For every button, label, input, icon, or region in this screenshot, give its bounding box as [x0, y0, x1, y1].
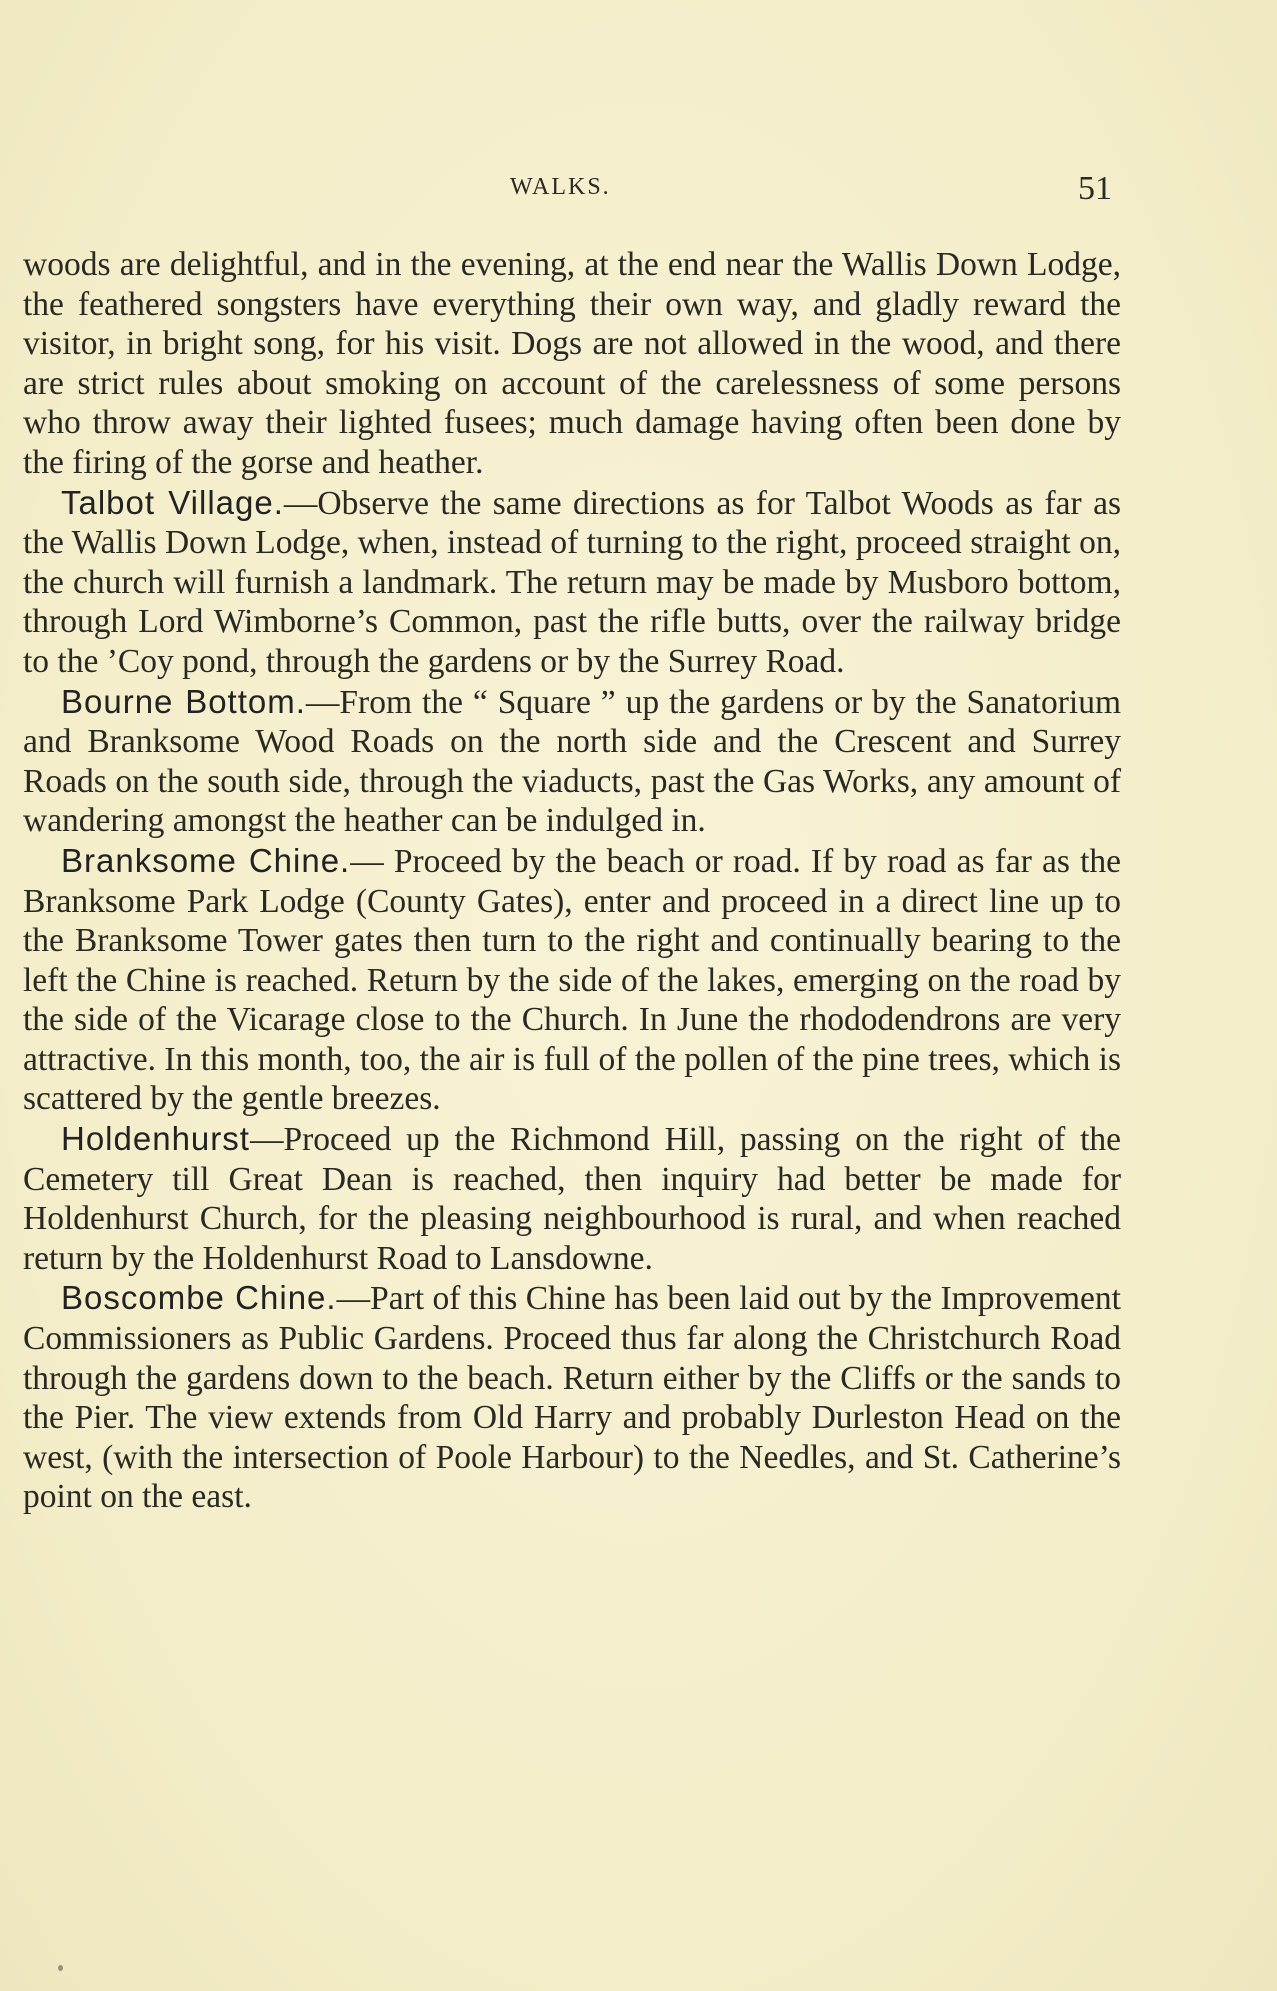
- entry-heading: Boscombe Chine.: [61, 1279, 337, 1317]
- body-text: [23, 245, 1121, 1517]
- entry-bourne-bottom: [23, 682, 1121, 841]
- entry-text: —From the “ Square ” up the gardens or by the Sanatorium and Branksome Wood Roads on the north side and the Crescent and Surrey Roads on the south side, through the viaducts, past the Gas Works, any amount of wandering amongst the heather can be indulged in.: [23, 683, 1122, 840]
- entry-heading: Holdenhurst: [61, 1120, 250, 1158]
- entry-branksome-chine: [23, 841, 1121, 1119]
- page-number: 51: [1078, 170, 1112, 207]
- running-head: [0, 170, 1277, 210]
- entry-text: — Proceed by the beach or road. If by road as far as the Branksome Park Lodge (County Gates), enter and proceed in a direct line up to the Branksome Tower gates then turn to the right and continually bearing to the left the Chine is reached. Return by the side of the lakes, emerging on the road by the side of the Vicarage close to the Church. In June the rhododendrons are very attractive. In this month, too, the air is full of the pollen of the pine trees, which is scattered by the gentle breezes.: [23, 842, 1121, 1118]
- entry-text: —Part of this Chine has been laid out by the Improvement Commissioners as Public Gardens. Proceed thus far along the Christchurch Road through the gardens down to the beach. Return either by the Cliffs or the sands to the Pier. The view extends from Old Harry and probably Durleston Head on the west, (with the intersection of Poole Harbour) to the Needles, and St. Catherine’s point on the east.: [23, 1280, 1121, 1516]
- entry-text: —Proceed up the Richmond Hill, passing on the right of the Cemetery till Great Dean is reached, then inquiry had better be made for Holdenhurst Church, for the pleasing neighbourhood is rural, and when reached return by the Holdenhurst Road to Lansdowne.: [23, 1121, 1121, 1277]
- paper-speck: [58, 1965, 63, 1971]
- entry-text: —Observe the same directions as for Talbot Woods as far as the Wallis Down Lodge, when, instead of turning to the right, proceed straight on, the church will furnish a landmark. The return may be made by Musboro bottom, through Lord Wimborne’s Common, past the rifle butts, over the railway bridge to the ’Coy pond, through the gardens or by the Surrey Road.: [23, 484, 1121, 680]
- entry-holdenhurst: [23, 1119, 1121, 1278]
- entry-heading: Talbot Village.: [61, 483, 284, 521]
- intro-paragraph: woods are delightful, and in the evening, at the end near the Wallis Down Lodge, the feathered songsters have everything their own way, and gladly reward the visitor, in bright song, for his visit. Dogs are not allowed in the wood, and there are strict rules about smoking on account of the carelessness of some persons who throw away their lighted fusees; much damage having often been done by the firing of the gorse and heather.: [23, 246, 1121, 481]
- entry-heading: Bourne Bottom.: [61, 682, 306, 720]
- entry-heading: Branksome Chine.: [61, 841, 351, 879]
- entry-boscombe-chine: [23, 1278, 1121, 1517]
- entry-talbot-village: [23, 483, 1121, 682]
- running-head-title: WALKS.: [510, 174, 611, 200]
